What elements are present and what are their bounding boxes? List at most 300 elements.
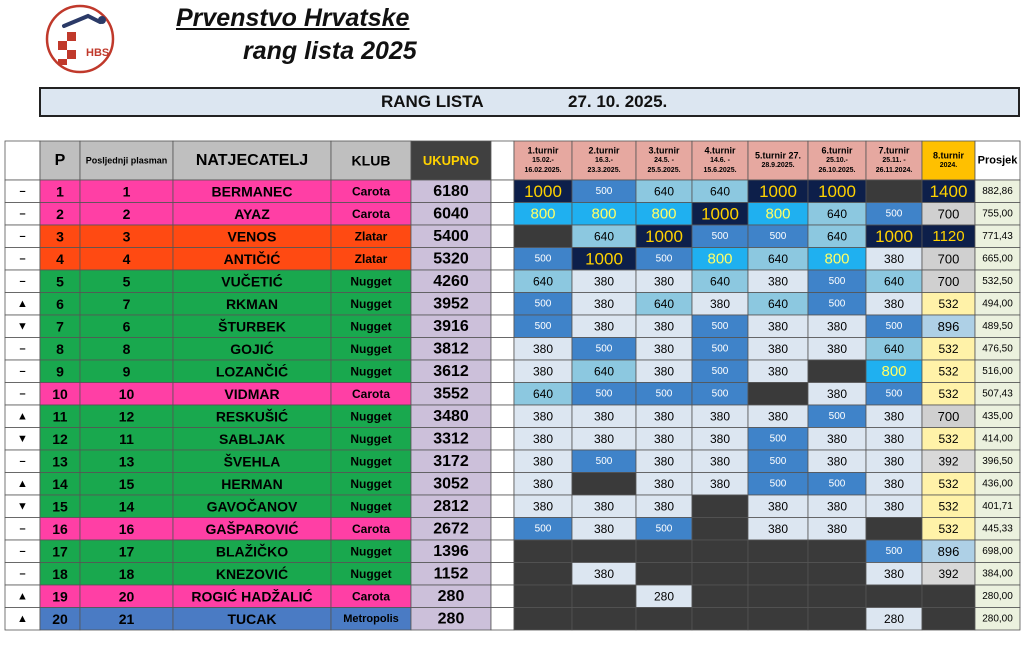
row-gap-cell: [491, 518, 514, 541]
row-score: 380: [593, 521, 615, 536]
row-player-name: TUCAK: [227, 610, 277, 627]
row-score: 640: [593, 229, 615, 244]
header-tournament-2-line: 2.turnir: [588, 145, 620, 156]
row-score: 1000: [759, 181, 797, 201]
row-score: 380: [653, 431, 675, 446]
row-score-cell: [692, 563, 748, 586]
row-score: 500: [534, 253, 552, 265]
row-score: 380: [826, 454, 848, 469]
row-score: 1120: [932, 227, 965, 245]
row-score-cell: [572, 608, 636, 631]
row-score: 640: [826, 206, 848, 221]
row-club: Carota: [351, 386, 391, 401]
row-average: 436,00: [982, 478, 1013, 490]
row-score: 500: [885, 320, 903, 332]
row-score-cell: [636, 608, 692, 631]
row-score-cell: [866, 518, 922, 541]
row-club: Nugget: [350, 296, 392, 311]
header-tournament-7-line: 25.11. -: [882, 157, 906, 164]
row-score: 800: [765, 205, 791, 223]
row-score: 500: [595, 343, 613, 355]
row-trend-marker: ▲: [17, 297, 28, 310]
row-score: 800: [591, 205, 617, 223]
row-score: 500: [534, 523, 552, 535]
row-last-placement: 14: [118, 498, 135, 515]
row-average: 414,00: [982, 433, 1013, 445]
header-tournament-6-line: 25.10.-: [826, 157, 848, 164]
header-club-label: KLUB: [351, 152, 391, 169]
row-trend-marker: –: [19, 567, 26, 580]
row-total: 6180: [433, 182, 469, 200]
row-score: 380: [593, 319, 615, 334]
header-tournament-5-line: 28.9.2025.: [761, 162, 795, 169]
row-trend-marker: –: [19, 365, 26, 378]
row-position: 6: [56, 295, 64, 312]
row-score: 380: [653, 499, 675, 514]
header-tournament-3-line: 24.5. -: [654, 157, 674, 164]
header-tournament-4-line: 4.turnir: [704, 145, 736, 156]
row-score: 640: [826, 229, 848, 244]
row-total: 3916: [433, 317, 469, 335]
row-average: 384,00: [982, 568, 1013, 580]
row-total: 3552: [433, 385, 469, 403]
row-position: 17: [52, 543, 68, 560]
row-average: 396,50: [982, 455, 1013, 467]
row-score: 380: [653, 476, 675, 491]
row-score: 380: [709, 431, 731, 446]
row-club: Carota: [351, 589, 391, 604]
row-score-cell: [514, 540, 572, 563]
row-player-name: GAVOČANOV: [206, 498, 298, 515]
header-tournament-8: [922, 141, 975, 180]
row-total: 280: [437, 610, 465, 628]
row-trend-marker: ▼: [17, 432, 28, 445]
page-subtitle: rang lista 2025: [243, 37, 417, 65]
row-gap-cell: [491, 248, 514, 271]
row-score-cell: [866, 585, 922, 608]
row-score: 1000: [524, 181, 562, 201]
row-score: 500: [828, 275, 846, 287]
row-score-cell: [748, 585, 808, 608]
row-score: 500: [711, 365, 729, 377]
row-score: 380: [709, 296, 731, 311]
row-score: 500: [534, 320, 552, 332]
row-score: 380: [653, 319, 675, 334]
row-score: 800: [707, 250, 733, 268]
row-score: 500: [595, 388, 613, 400]
row-score: 640: [593, 364, 615, 379]
row-score: 500: [711, 320, 729, 332]
row-position: 4: [56, 250, 64, 267]
row-average: 494,00: [982, 298, 1013, 310]
row-score: 380: [593, 409, 615, 424]
row-score-cell: [514, 563, 572, 586]
row-score: 500: [769, 478, 787, 490]
row-score: 380: [653, 274, 675, 289]
row-score: 380: [767, 409, 789, 424]
row-score: 380: [593, 499, 615, 514]
row-score-cell: [808, 360, 866, 383]
header-average-label: Prosjek: [977, 154, 1018, 167]
banner-label: RANG LISTA: [381, 92, 484, 111]
row-gap-cell: [491, 315, 514, 338]
row-player-name: GOJIĆ: [230, 340, 274, 357]
header-total-label: UKUPNO: [422, 153, 480, 168]
row-total: 3812: [433, 340, 469, 358]
row-score: 380: [883, 409, 905, 424]
row-position: 20: [52, 610, 68, 627]
row-player-name: ROGIĆ HADŽALIĆ: [191, 588, 313, 605]
row-position: 18: [52, 565, 68, 582]
row-total: 3172: [433, 452, 469, 470]
row-score: 800: [530, 205, 556, 223]
row-score: 280: [883, 611, 905, 626]
row-score-cell: [748, 383, 808, 406]
row-position: 9: [56, 363, 64, 380]
row-trend-marker: –: [19, 545, 26, 558]
row-club: Nugget: [350, 476, 392, 491]
row-total: 3952: [433, 295, 469, 313]
row-last-placement: 3: [122, 228, 131, 245]
row-position: 11: [52, 408, 68, 425]
row-total: 3612: [433, 362, 469, 380]
row-score: 380: [826, 521, 848, 536]
row-total: 3480: [433, 407, 469, 425]
row-score: 500: [828, 478, 846, 490]
row-club: Zlatar: [354, 251, 388, 266]
row-score: 380: [532, 454, 554, 469]
row-club: Nugget: [350, 566, 392, 581]
row-score: 500: [769, 230, 787, 242]
row-score-cell: [514, 608, 572, 631]
row-last-placement: 16: [118, 520, 135, 537]
row-club: Nugget: [350, 319, 392, 334]
row-score: 380: [532, 431, 554, 446]
row-score: 380: [653, 409, 675, 424]
row-player-name: SABLJAK: [218, 430, 286, 447]
row-last-placement: 5: [122, 273, 131, 290]
row-score-cell: [692, 518, 748, 541]
row-score-cell: [692, 540, 748, 563]
row-position: 14: [52, 475, 68, 492]
row-score-cell: [692, 585, 748, 608]
row-score: 380: [767, 341, 789, 356]
header-last-placement-label: Posljednji plasman: [85, 155, 168, 166]
row-position: 12: [52, 430, 68, 447]
header-position-label: P: [54, 152, 66, 169]
row-last-placement: 4: [122, 250, 131, 267]
row-trend-marker: ▼: [17, 320, 28, 333]
row-score: 1400: [929, 181, 968, 201]
row-score: 640: [653, 184, 675, 199]
row-score: 500: [534, 298, 552, 310]
row-score: 800: [651, 205, 677, 223]
row-trend-marker: ▲: [17, 410, 28, 423]
row-score: 500: [769, 433, 787, 445]
row-player-name: GAŠPAROVIĆ: [205, 520, 299, 537]
row-gap-cell: [491, 495, 514, 518]
row-score: 380: [883, 476, 905, 491]
row-position: 10: [52, 385, 68, 402]
row-player-name: VUČETIĆ: [221, 273, 283, 290]
row-player-name: VENOS: [227, 228, 277, 245]
row-score: 380: [653, 364, 675, 379]
row-player-name: KNEZOVIĆ: [215, 565, 289, 582]
row-club: Metropolis: [343, 612, 399, 625]
row-club: Nugget: [350, 544, 392, 559]
row-club: Nugget: [350, 274, 392, 289]
row-score: 1000: [701, 204, 739, 224]
header-tournament-1-line: 15.02.-: [532, 157, 554, 164]
row-score: 500: [595, 185, 613, 197]
row-score: 1000: [585, 249, 623, 269]
header-player-label: NATJECATELJ: [195, 152, 309, 169]
row-score: 380: [767, 499, 789, 514]
row-trend-marker: –: [19, 252, 26, 265]
row-score-cell: [808, 608, 866, 631]
svg-text:HBS: HBS: [86, 47, 110, 59]
row-average: 435,00: [982, 410, 1013, 422]
row-last-placement: 1: [122, 183, 131, 200]
row-position: 16: [52, 520, 68, 537]
row-score-cell: [866, 180, 922, 203]
row-score: 380: [532, 409, 554, 424]
row-total: 5400: [433, 227, 469, 245]
row-score: 700: [937, 408, 960, 424]
row-score: 800: [881, 362, 907, 380]
row-score: 392: [938, 454, 959, 469]
row-total: 1396: [433, 542, 469, 560]
row-score: 500: [828, 410, 846, 422]
row-player-name: LOZANČIĆ: [215, 363, 289, 380]
row-total: 5320: [433, 250, 469, 268]
row-score-cell: [748, 608, 808, 631]
header-tournament-2-line: 16.3.-: [595, 157, 613, 164]
row-trend-marker: –: [19, 342, 26, 355]
row-average: 280,00: [982, 590, 1013, 602]
row-player-name: VIDMAR: [224, 385, 280, 402]
row-gap-cell: [491, 585, 514, 608]
row-score-cell: [514, 225, 572, 248]
row-score: 532: [938, 386, 959, 401]
row-club: Carota: [351, 206, 391, 221]
row-club: Nugget: [350, 454, 392, 469]
row-player-name: RESKUŠIĆ: [215, 408, 289, 425]
row-player-name: HERMAN: [221, 475, 283, 492]
row-last-placement: 2: [122, 205, 131, 222]
row-score: 532: [938, 431, 959, 446]
header-tournament-8-line: 8.turnir: [932, 150, 965, 161]
row-score: 640: [767, 296, 789, 311]
row-player-name: ŠTURBEK: [218, 318, 286, 335]
page-title: Prvenstvo Hrvatske: [176, 4, 410, 32]
row-trend-marker: ▲: [17, 590, 28, 603]
row-score: 380: [826, 386, 848, 401]
header-tournament-2-line: 23.3.2025.: [587, 167, 621, 174]
row-score: 380: [532, 476, 554, 491]
row-gap-cell: [491, 540, 514, 563]
row-club: Nugget: [350, 364, 392, 379]
row-score-cell: [692, 608, 748, 631]
row-player-name: BERMANEC: [211, 183, 293, 200]
row-score: 380: [767, 521, 789, 536]
row-score: 380: [826, 341, 848, 356]
row-average: 516,00: [982, 365, 1013, 377]
row-position: 3: [56, 228, 64, 245]
row-score: 280: [653, 589, 675, 604]
row-player-name: AYAZ: [234, 205, 270, 222]
row-score-cell: [692, 495, 748, 518]
row-score-cell: [748, 540, 808, 563]
row-gap-cell: [491, 405, 514, 428]
row-club: Nugget: [350, 409, 392, 424]
row-score: 380: [883, 499, 905, 514]
row-score: 380: [826, 319, 848, 334]
header-tournament-4-line: 14.6. -: [710, 157, 730, 164]
row-score: 380: [883, 296, 905, 311]
row-trend-marker: –: [19, 455, 26, 468]
row-average: 489,50: [982, 320, 1013, 332]
row-position: 1: [56, 183, 64, 200]
row-club: Carota: [351, 184, 391, 199]
row-gap-cell: [491, 383, 514, 406]
row-total: 3052: [433, 475, 469, 493]
banner-date: 27. 10. 2025.: [568, 92, 668, 111]
row-score: 380: [883, 431, 905, 446]
row-last-placement: 11: [119, 430, 134, 447]
header-tournament-3-line: 3.turnir: [648, 145, 680, 156]
row-score: 532: [938, 341, 959, 356]
row-score: 500: [711, 343, 729, 355]
row-average: 755,00: [982, 208, 1013, 220]
row-position: 5: [56, 273, 64, 290]
row-score-cell: [572, 585, 636, 608]
row-score: 380: [653, 341, 675, 356]
row-score: 640: [883, 341, 905, 356]
row-total: 2672: [433, 520, 469, 538]
row-score: 500: [769, 455, 787, 467]
row-total: 2812: [433, 497, 469, 515]
row-player-name: ANTIČIĆ: [223, 250, 281, 267]
row-gap-cell: [491, 473, 514, 496]
row-trend-marker: –: [19, 522, 26, 535]
row-last-placement: 7: [122, 295, 131, 312]
row-average: 445,33: [982, 523, 1013, 535]
row-trend-marker: ▼: [17, 500, 28, 513]
header-tournament-4-line: 15.6.2025.: [703, 167, 737, 174]
row-player-name: RKMAN: [225, 295, 279, 312]
row-score-cell: [748, 563, 808, 586]
row-score: 640: [532, 274, 554, 289]
row-last-placement: 21: [118, 610, 135, 627]
row-last-placement: 15: [118, 475, 135, 492]
row-score: 380: [593, 566, 615, 581]
row-score: 500: [595, 455, 613, 467]
row-score: 700: [937, 251, 960, 267]
row-gap-cell: [491, 450, 514, 473]
row-score: 532: [938, 476, 959, 491]
row-average: 280,00: [982, 613, 1013, 625]
row-position: 8: [56, 340, 64, 357]
row-last-placement: 9: [122, 363, 131, 380]
header-tournament-1-line: 1.turnir: [527, 145, 559, 156]
row-trend-marker: –: [19, 230, 26, 243]
row-score: 500: [828, 298, 846, 310]
row-score-cell: [572, 473, 636, 496]
row-gap-cell: [491, 225, 514, 248]
row-score: 380: [709, 454, 731, 469]
row-gap-cell: [491, 428, 514, 451]
row-trend-marker: ▲: [17, 612, 28, 625]
row-score: 640: [532, 386, 554, 401]
row-score: 380: [826, 431, 848, 446]
row-position: 2: [56, 205, 64, 222]
row-score: 700: [937, 206, 960, 222]
row-score: 640: [653, 296, 675, 311]
header-tournament-6-line: 26.10.2025.: [818, 167, 856, 174]
row-score: 640: [709, 184, 731, 199]
row-last-placement: 13: [118, 453, 135, 470]
row-trend-marker: –: [19, 387, 26, 400]
row-score: 380: [709, 476, 731, 491]
row-score: 500: [885, 388, 903, 400]
row-score: 380: [653, 454, 675, 469]
header-tournament-8-line: 2024.: [939, 162, 958, 169]
row-total: 6040: [433, 205, 469, 223]
row-total: 280: [437, 587, 465, 605]
row-trend-marker: –: [19, 275, 26, 288]
row-score: 380: [532, 364, 554, 379]
row-total: 3312: [433, 430, 469, 448]
row-average: 532,50: [982, 275, 1013, 287]
row-score-cell: [636, 540, 692, 563]
row-score: 1000: [875, 226, 913, 246]
header-tournament-7-line: 7.turnir: [878, 145, 910, 156]
row-last-placement: 10: [118, 385, 135, 402]
row-position: 7: [56, 318, 64, 335]
row-trend-marker: –: [19, 185, 26, 198]
row-score-cell: [922, 608, 975, 631]
header-tournament-6-line: 6.turnir: [821, 145, 853, 156]
row-trend-marker: ▲: [17, 477, 28, 490]
row-score: 1000: [645, 226, 683, 246]
row-player-name: ŠVEHLA: [223, 453, 281, 470]
row-score: 380: [532, 341, 554, 356]
header-tournament-5: [748, 141, 808, 180]
row-gap-cell: [491, 293, 514, 316]
row-score: 896: [937, 543, 960, 559]
header-tournament-1-line: 16.02.2025.: [524, 167, 562, 174]
row-average: 476,50: [982, 343, 1013, 355]
row-average: 698,00: [982, 545, 1013, 557]
header-tournament-3-line: 25.5.2025.: [647, 167, 681, 174]
row-last-placement: 6: [122, 318, 131, 335]
row-score: 532: [938, 296, 959, 311]
row-gap-cell: [491, 338, 514, 361]
row-score-cell: [922, 585, 975, 608]
row-score: 1000: [818, 181, 856, 201]
row-score: 896: [937, 318, 960, 334]
row-score: 380: [883, 566, 905, 581]
row-score: 380: [883, 454, 905, 469]
row-last-placement: 20: [118, 588, 135, 605]
row-score: 380: [593, 274, 615, 289]
row-score: 532: [938, 521, 959, 536]
row-club: Carota: [351, 521, 391, 536]
row-average: 771,43: [982, 230, 1013, 242]
row-gap-cell: [491, 270, 514, 293]
row-score-cell: [636, 563, 692, 586]
